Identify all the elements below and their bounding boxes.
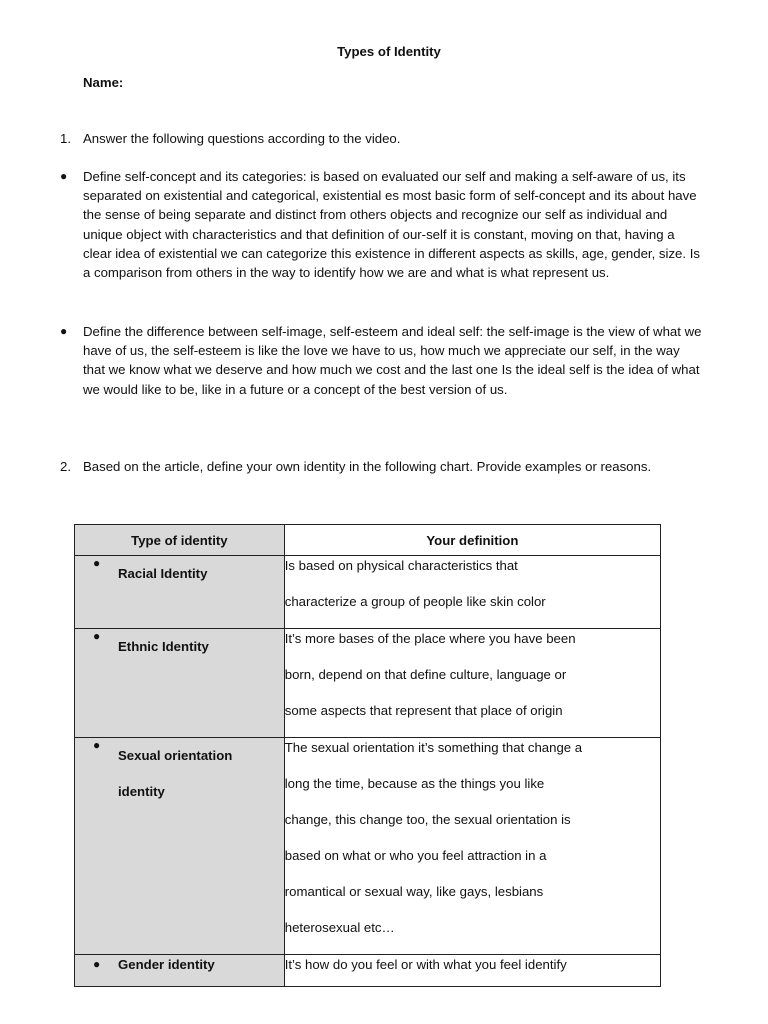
bullet-icon: ● (93, 556, 101, 570)
question-text: Based on the article, define your own identity in the following chart. Provide examples or reasons. (83, 459, 652, 474)
type-label: Ethnic Identity (118, 639, 209, 654)
definition-line: The sexual orientation it’s something that change a (284, 740, 583, 755)
bullet-icon: ● (60, 169, 68, 183)
definition-line: characterize a group of people like skin color (284, 594, 546, 609)
table-row (75, 556, 661, 629)
bullet-text: Define self-concept and its categories: is based on evaluated our self and making a self-aware of us, its separated on existential and categorical, existential es most basic form of self-concept and its about have the sense of being separate and distinct from others objects and recognize our self as individual and unique object with characteristics and that definition of our-self it is constant, moving on that, having a clear idea of existential we can categorize this existence in different aspects as skills, age, gender, size. Is a comparison from others in the way to identify how we are and what is what represent us. (83, 169, 700, 281)
definition-line: romantical or sexual way, like gays, lesbians (284, 884, 544, 899)
question-number: 1. (60, 131, 71, 146)
table-row (75, 738, 661, 955)
type-label: Sexual orientation (118, 748, 233, 763)
definition-line: It’s more bases of the place where you have been (284, 631, 576, 646)
page-title: Types of Identity (337, 44, 441, 59)
type-cell (75, 556, 285, 629)
type-cell (75, 738, 285, 955)
definition-cell (284, 556, 660, 629)
bullet-icon: ● (93, 957, 101, 971)
definition-cell (284, 738, 660, 955)
definition-line: born, depend on that define culture, language or (284, 667, 567, 682)
type-cell (75, 955, 285, 987)
definition-cell (284, 629, 660, 738)
table-header-row (75, 525, 661, 556)
bullet-icon: ● (93, 629, 101, 643)
definition-line: some aspects that represent that place of origin (284, 703, 563, 718)
header-definition: Your definition (284, 525, 660, 556)
definition-line: long the time, because as the things you like (284, 776, 545, 791)
definition-cell (284, 955, 660, 987)
definition-line: change, this change too, the sexual orientation is (284, 812, 571, 827)
bullet-text: Define the difference between self-image, self-esteem and ideal self: the self-image is the view of what we have of us, the self-esteem is like the love we have to us, how much we appreciate our self, in the way that we know what we deserve and how much we cost and the last one Is the ideal self is the idea of what we would like to be, like in a future or a concept of the best version of us. (83, 324, 702, 397)
type-cell (75, 629, 285, 738)
bullet-icon: ● (93, 738, 101, 752)
question-text: Answer the following questions according to the video. (83, 131, 401, 146)
type-label: Racial Identity (118, 566, 208, 581)
identity-table (74, 524, 661, 987)
type-label: Gender identity (118, 957, 215, 972)
definition-line: based on what or who you feel attraction in a (284, 848, 547, 863)
table-row (75, 629, 661, 738)
table-row (75, 955, 661, 987)
name-label: Name: (83, 75, 124, 90)
definition-line: Is based on physical characteristics that (284, 558, 518, 573)
definition-line: It’s how do you feel or with what you feel identify (284, 957, 567, 972)
definition-line: heterosexual etc… (284, 920, 395, 935)
type-label: identity (118, 784, 165, 799)
header-type: Type of identity (75, 525, 285, 556)
question-number: 2. (60, 459, 71, 474)
bullet-icon: ● (60, 324, 68, 338)
